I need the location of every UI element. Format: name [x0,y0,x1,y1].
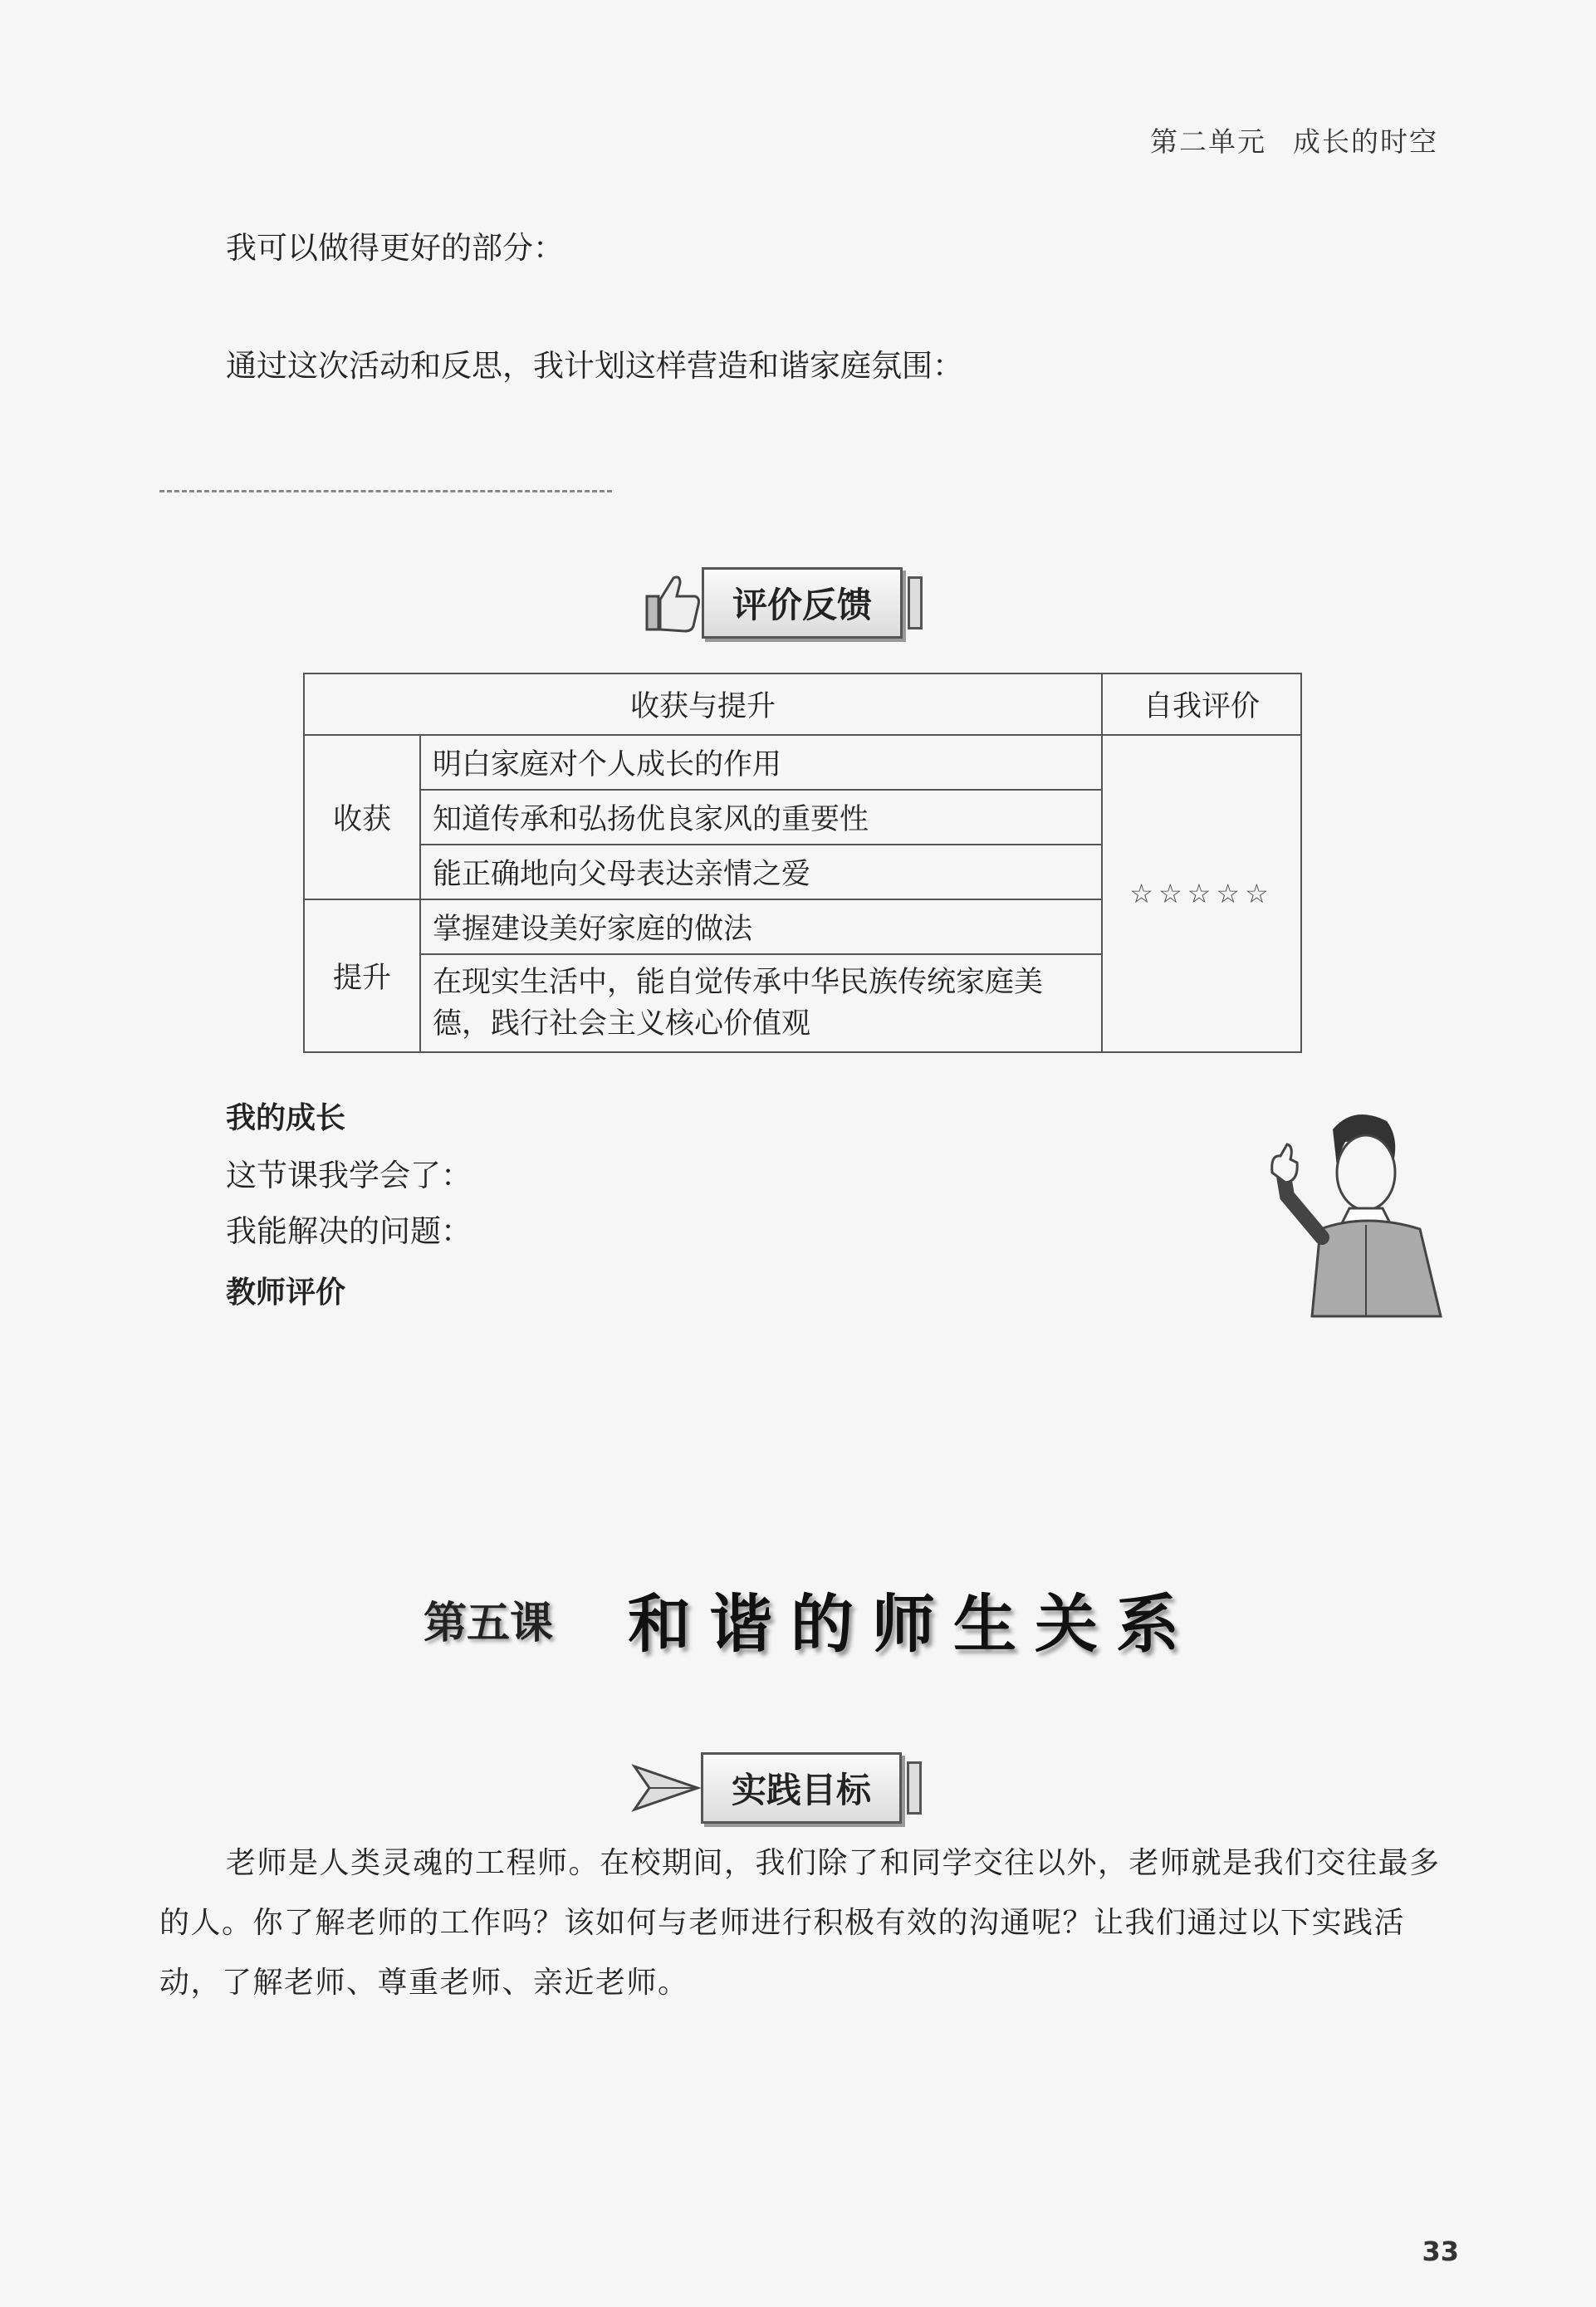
thumbs-up-icon [644,571,702,634]
lesson-heading [423,1574,1197,1664]
table-header-row [304,673,1301,735]
learned-prompt: 这节课我学会了： [226,1158,472,1193]
cut-line-divider [159,490,612,492]
paper-plane-icon [631,1761,701,1815]
goal-paragraph: 老师是人类灵魂的工程师。在校期间，我们除了和同学交往以外，老师就是我们交往最多的人。你了解老师的工作吗？该如何与老师进行积极有效的沟通呢？让我们通过以下实践活动，了解老师、尊重老师、亲近老师。 [159,1846,1441,2000]
heading-end-cap [908,576,923,629]
heading-end-cap [907,1761,922,1815]
header-self-eval: 自我评价 [1102,673,1301,735]
header-unit: 第二单元 [1150,125,1266,158]
solved-prompt: 我能解决的问题： [226,1213,472,1249]
rating-stars[interactable]: ☆☆☆☆☆ [1129,878,1274,909]
running-header [1150,120,1438,159]
lesson-number: 第五课 [423,1599,554,1648]
evaluation-table [303,673,1302,1053]
table-cell: 掌握建设美好家庭的做法 [420,899,1102,954]
better-part-prompt: 我可以做得更好的部分： [226,230,564,266]
teacher-eval-title: 教师评价 [226,1276,346,1310]
lesson-title: 和谐的师生关系 [628,1587,1198,1661]
my-growth-title: 我的成长 [226,1101,346,1135]
header-gain-improve: 收获与提升 [304,673,1102,735]
goal-section-title: 实践目标 [701,1752,902,1824]
group-improve-label: 提升 [304,899,420,1052]
table-cell: 能正确地向父母表达亲情之爱 [420,845,1102,899]
feedback-section-heading [644,567,923,639]
feedback-section-title: 评价反馈 [702,567,903,639]
plan-prompt: 通过这次活动和反思，我计划这样营造和谐家庭氛围： [226,348,963,384]
goal-section-heading [631,1752,922,1824]
table-cell: 在现实生活中，能自觉传承中华民族传统家庭美德，践行社会主义核心价值观 [420,954,1102,1052]
table-cell: 明白家庭对个人成长的作用 [420,735,1102,790]
group-gain-label: 收获 [304,735,420,899]
student-thumbs-up-illustration [1262,1105,1453,1320]
header-title: 成长的时空 [1293,125,1438,158]
table-row [304,735,1301,790]
self-rating-stars[interactable] [1102,735,1301,1052]
table-cell: 知道传承和弘扬优良家风的重要性 [420,790,1102,845]
page-number: 33 [1422,2236,1459,2267]
